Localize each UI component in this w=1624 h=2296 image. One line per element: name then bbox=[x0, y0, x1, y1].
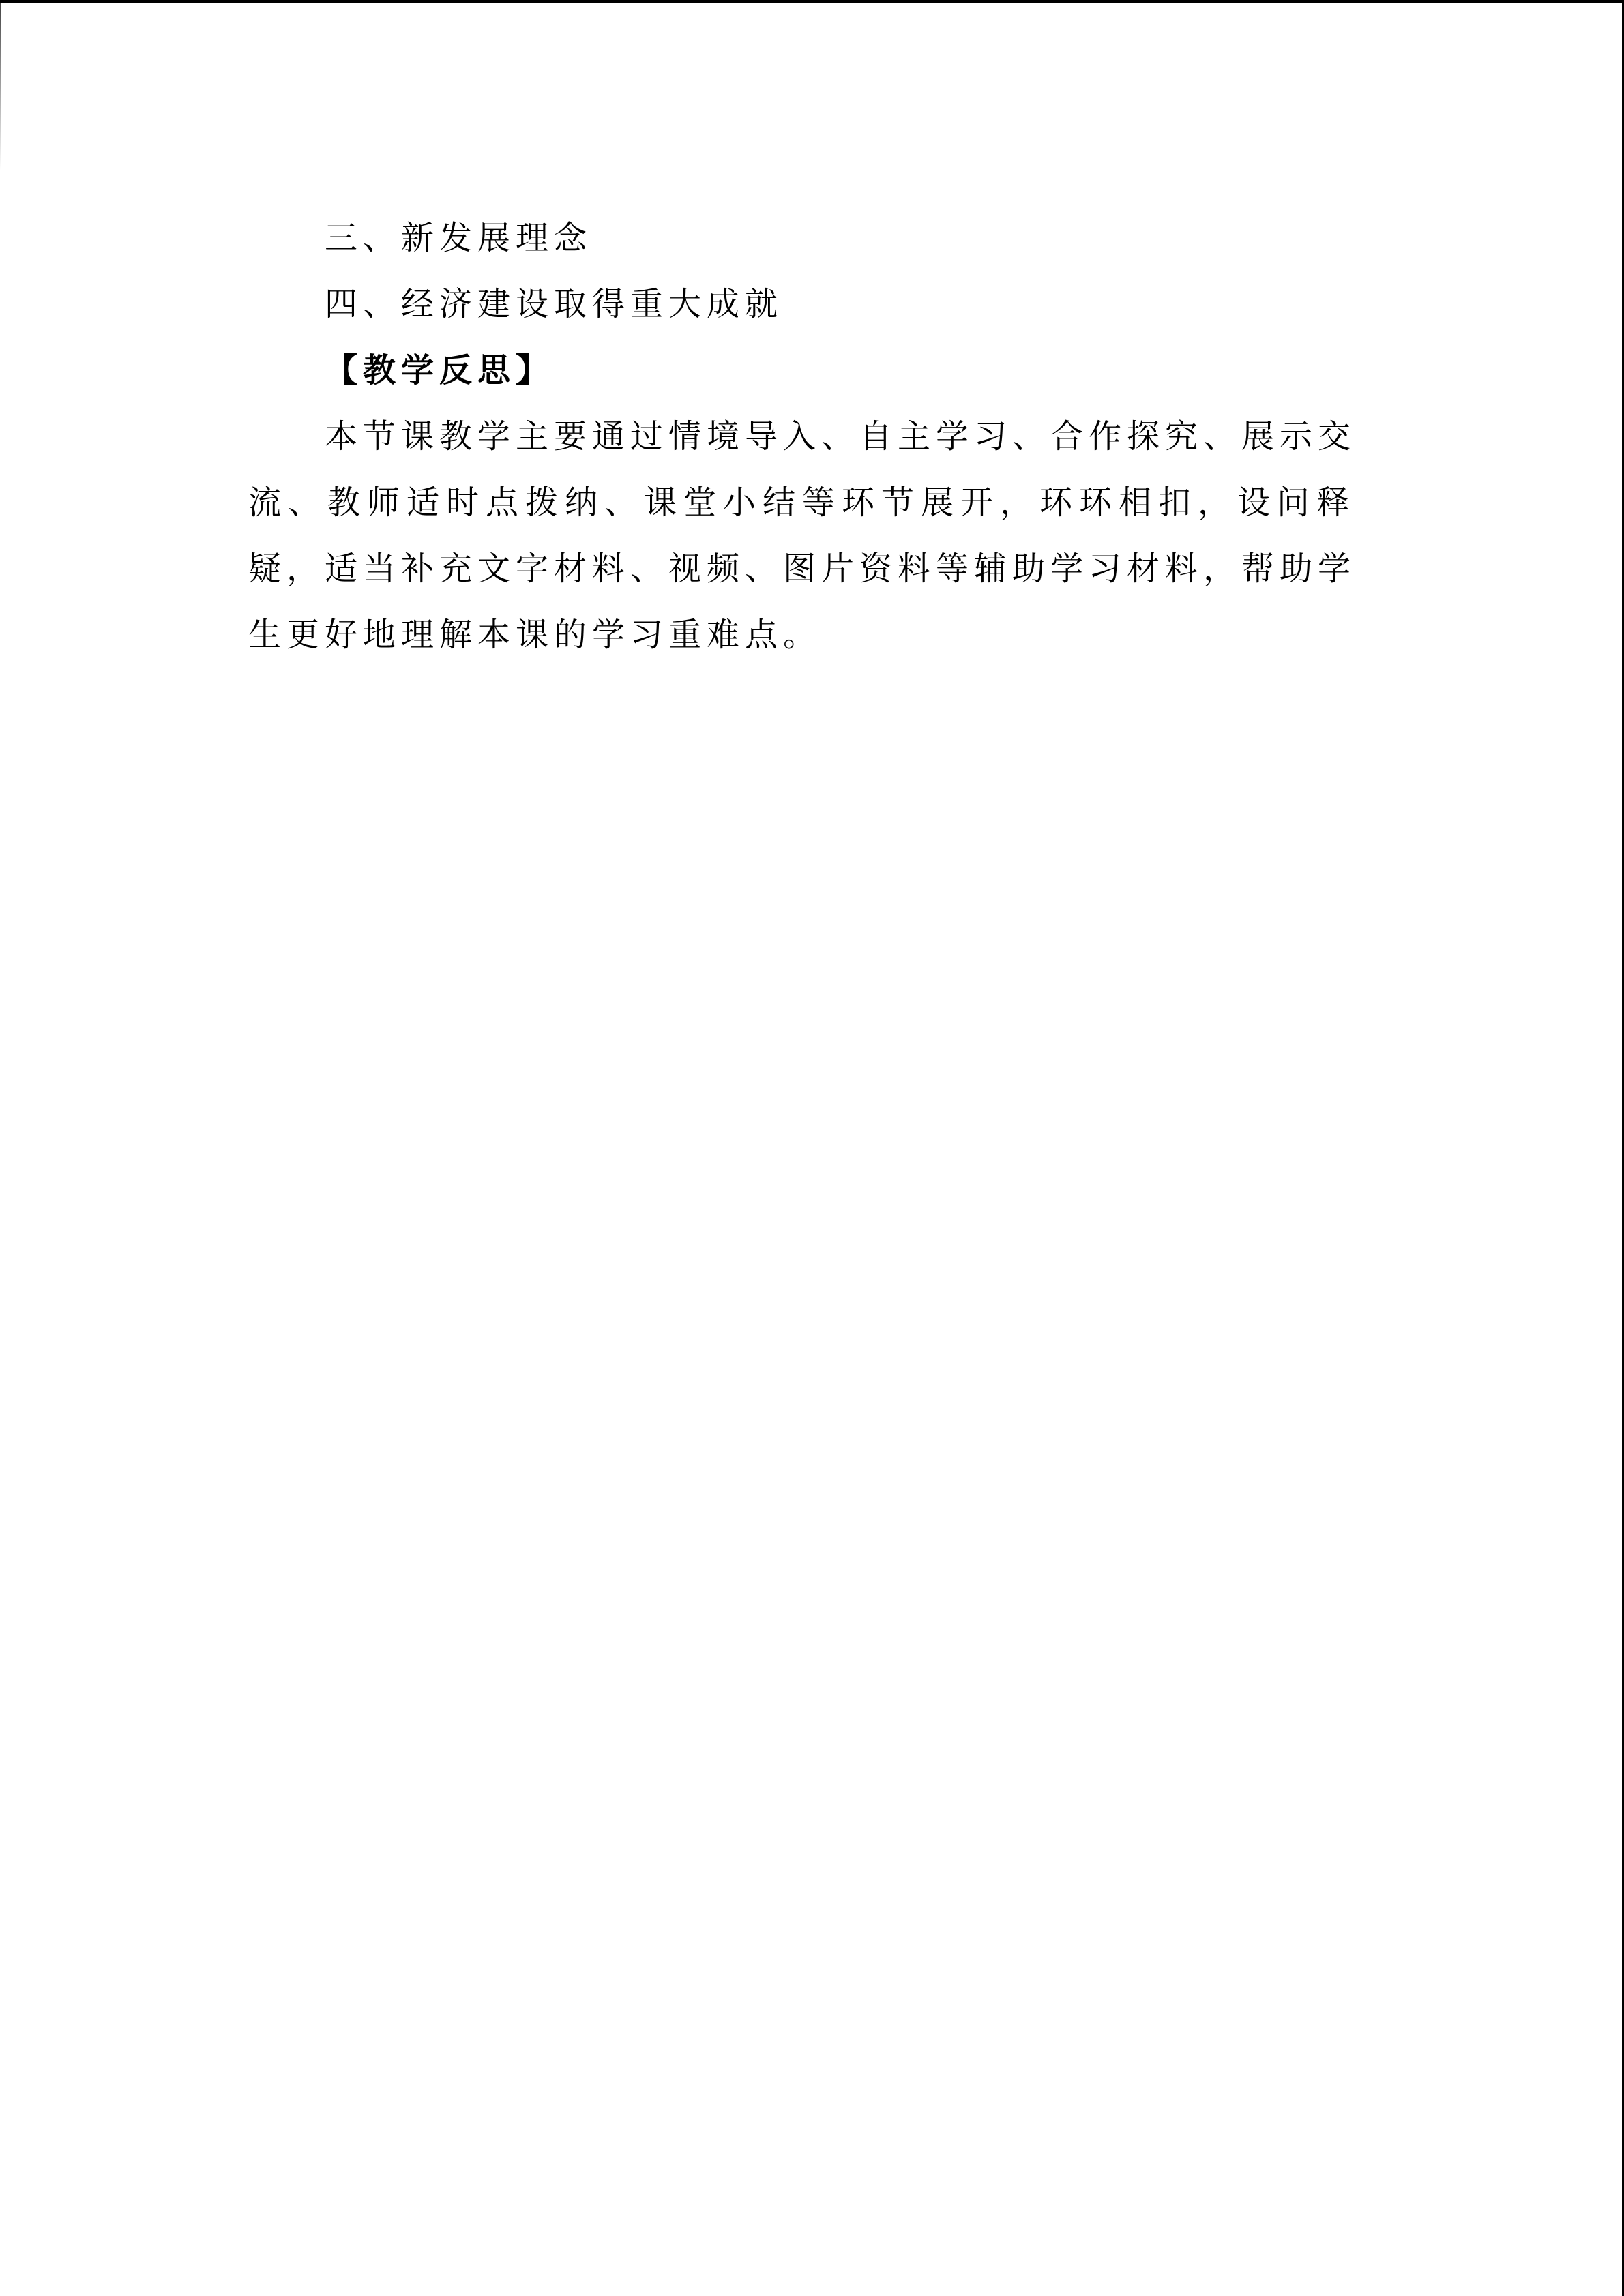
section-title: 【教学反思】 bbox=[325, 353, 555, 389]
paragraph-line-2: 流、教师适时点拨纳、课堂小结等环节展开，环环相扣，设问释 bbox=[248, 485, 1357, 521]
paragraph-line-3: 疑，适当补充文字材料、视频、图片资料等辅助学习材料，帮助学 bbox=[248, 551, 1357, 587]
outline-item-4: 四、经济建设取得重大成就 bbox=[325, 286, 784, 323]
paragraph-line-1: 本节课教学主要通过情境导入、自主学习、合作探究、展示交 bbox=[325, 419, 1357, 455]
page-top-scan-border bbox=[0, 0, 1624, 3]
outline-item-3: 三、新发展理念 bbox=[325, 220, 593, 256]
document-content bbox=[248, 205, 1359, 668]
paragraph-line-4: 生更好地理解本课的学习重难点。 bbox=[248, 617, 822, 653]
page-left-scan-mark bbox=[0, 0, 1, 170]
